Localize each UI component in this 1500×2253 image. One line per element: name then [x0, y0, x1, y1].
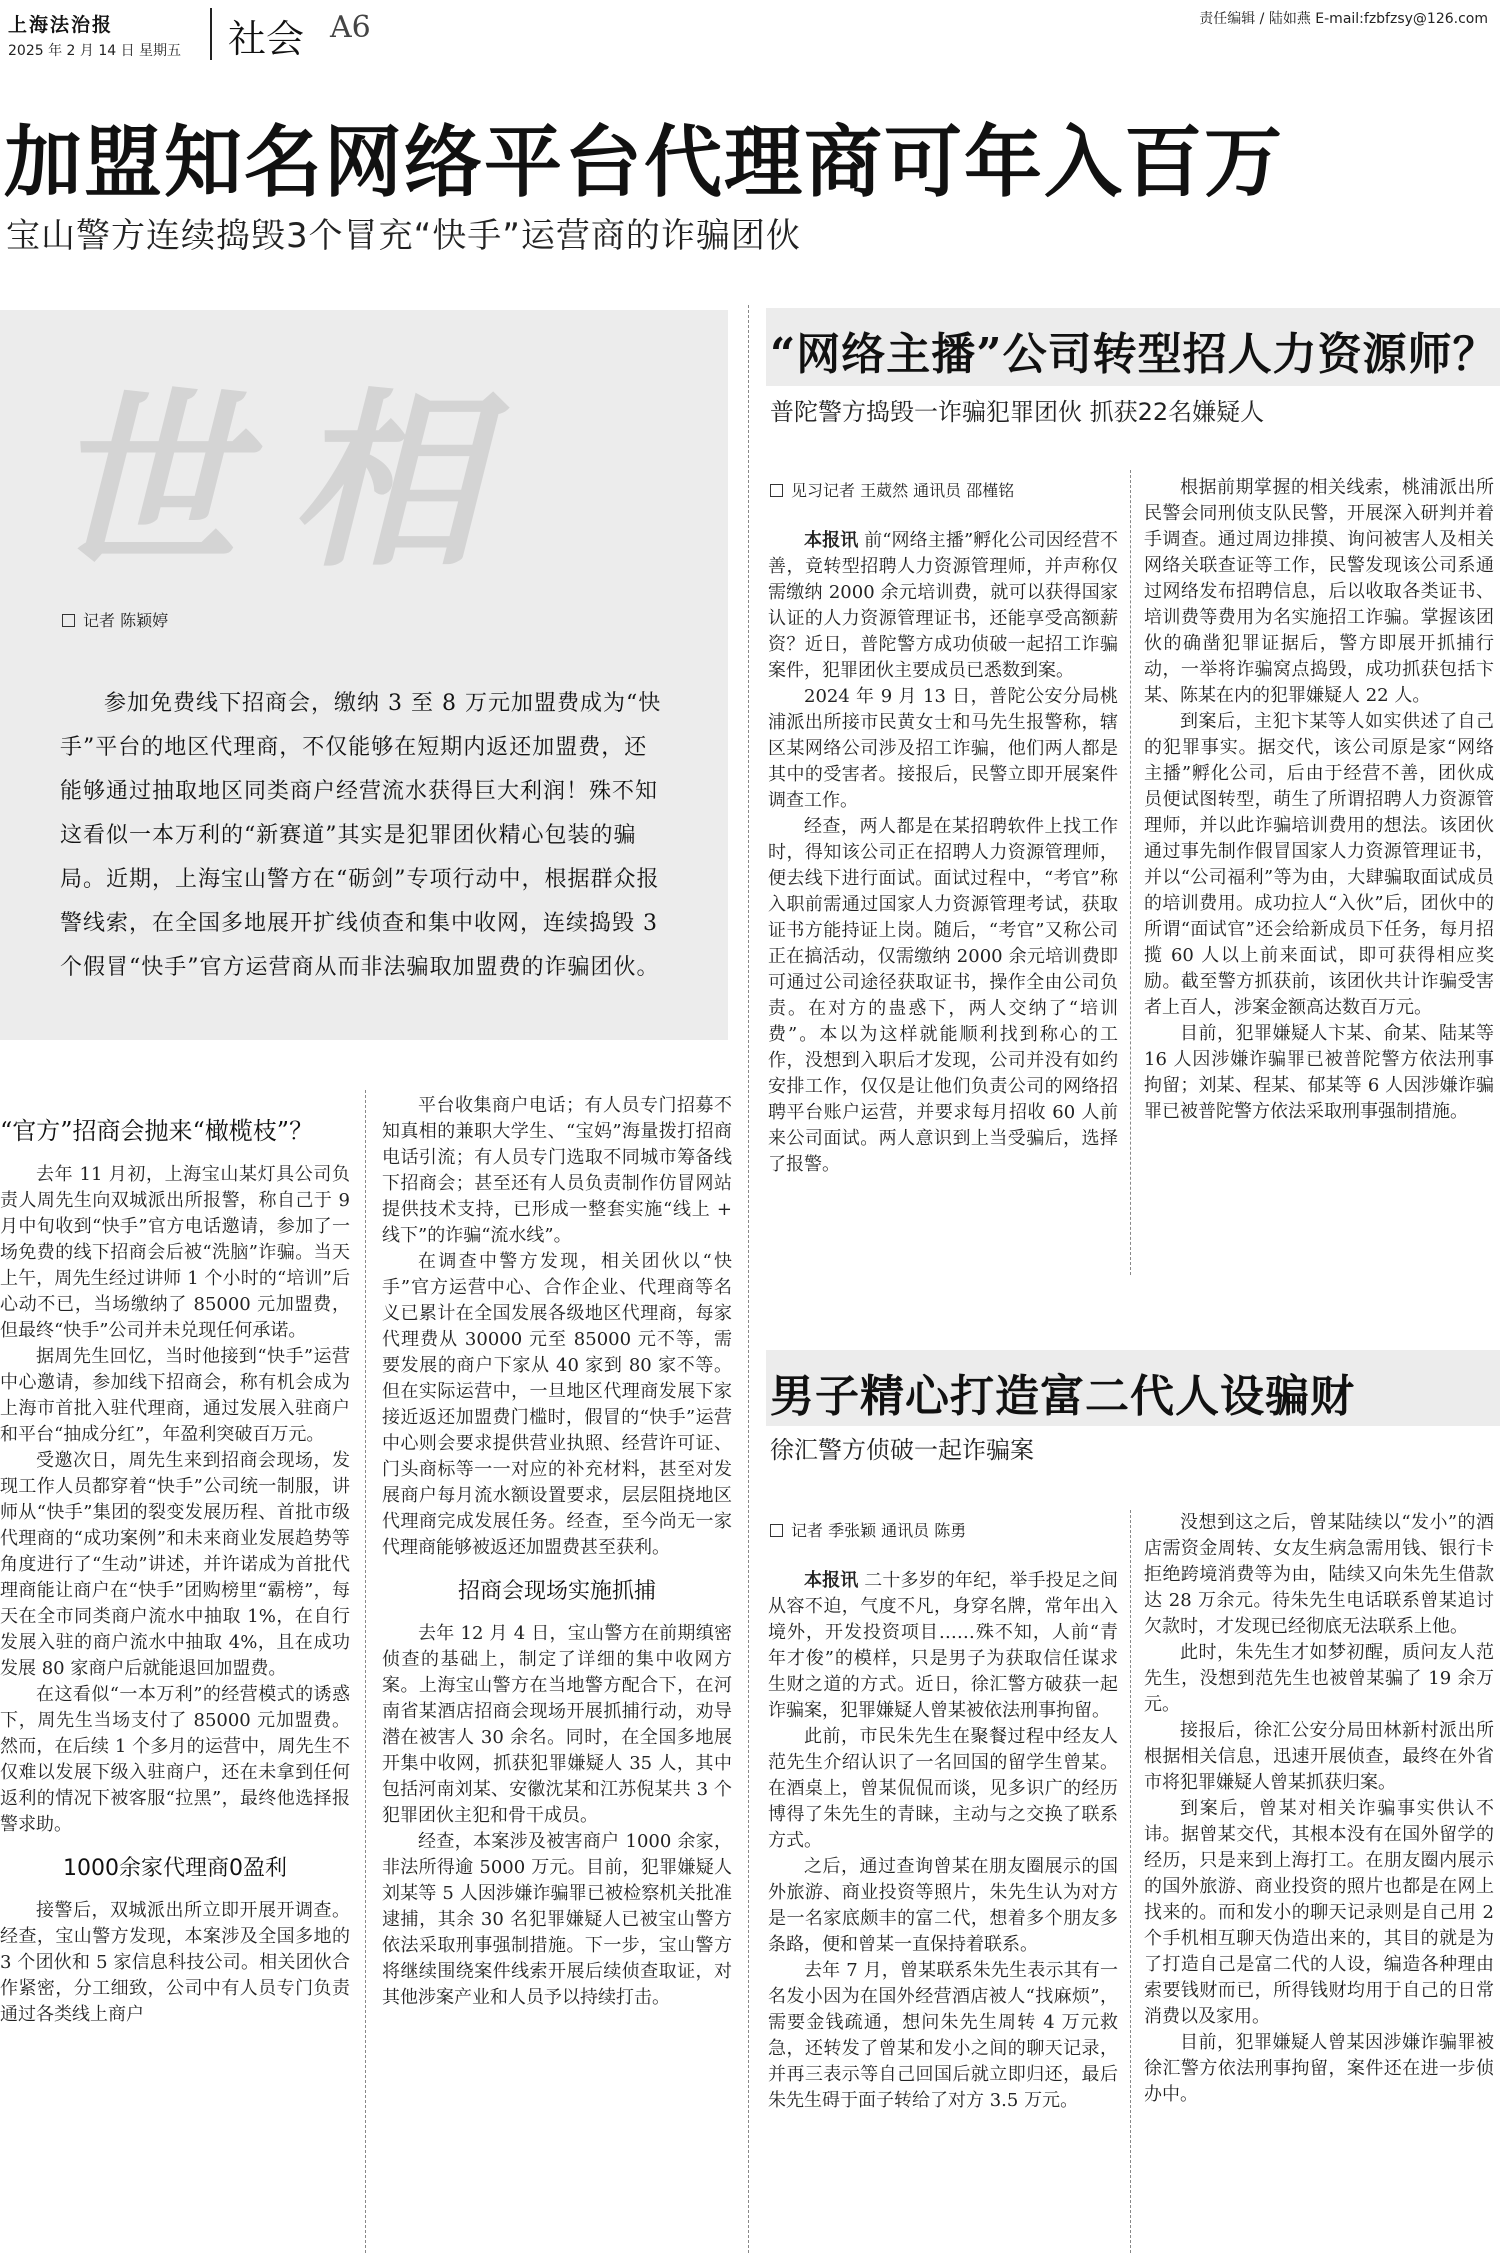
paragraph: 此前，市民朱先生在聚餐过程中经友人范先生介绍认识了一名回国的留学生曾某。在酒桌上，曾某侃侃而谈，见多识广的经历博得了朱先生的青睐，主动与之交换了联系方式。: [768, 1726, 1118, 1851]
paragraph: 没想到这之后，曾某陆续以“发小”的酒店需资金周转、女友生病急需用钱、银行卡拒绝跨境消费等为由，陆续又向朱先生借款达 28 万余元。待朱先生电话联系曾某追讨欠款时，才发现已经彻底无法联系上他。: [1144, 1512, 1494, 1637]
paragraph: 此时，朱先生才如梦初醒，质问友人范先生，没想到范先生也被曾某骗了 19 余万元。: [1144, 1642, 1494, 1715]
byline: 记者 陈颖婷: [62, 608, 168, 631]
paragraph: 在调查中警方发现，相关团伙以“快手”官方运营中心、合作企业、代理商等名义已累计在全国发展各级地区代理商，每家代理费从 30000 元至 85000 元不等，需要发展的商户下家从 40 家到 80 家不等。但在实际运营中，一旦地区代理商发展下家接近返还加盟费门槛时，假冒的“快手”运营中心则会要求提供营业执照、经营许可证、门头商标等一一对应的补充材料，甚至对发展商户每月流水额设置要求，层层阻挠地区代理商完成发展任务。经查，至今尚无一家代理商能够被返还加盟费甚至获利。: [382, 1251, 732, 1558]
column-divider: [1130, 1510, 1131, 2253]
story-headline: “网络主播”公司转型招人力资源师？: [770, 329, 1498, 380]
lead-tag: 本报讯: [804, 530, 859, 551]
page-number: A6: [330, 10, 371, 45]
column-divider: [748, 305, 749, 2253]
main-subheadline: 宝山警方连续捣毁3个冒充“快手”运营商的诈骗团伙: [6, 216, 801, 256]
story-subheadline: 普陀警方捣毁一诈骗犯罪团伙 抓获22名嫌疑人: [770, 398, 1265, 426]
paragraph: 之后，通过查询曾某在朋友圈展示的国外旅游、商业投资等照片，朱先生认为对方是一名家底颇丰的富二代，想着多个朋友多条路，便和曾某一直保持着联系。: [768, 1856, 1118, 1955]
paragraph: 到案后，曾某对相关诈骗事实供认不讳。据曾某交代，其根本没有在国外留学的经历，只是来到上海打工。在朋友圈内展示的国外旅游、商业投资的照片也都是在网上找来的。而和发小的聊天记录则是自己用 2 个手机相互聊天伪造出来的，其目的就是为了打造自己是富二代的人设，编造各种理由索要钱财而已，所得钱财均用于自己的日常消费以及家用。: [1144, 1798, 1494, 2027]
lead-paragraph: 参加免费线下招商会，缴纳 3 至 8 万元加盟费成为“快手”平台的地区代理商，不仅能够在短期内返还加盟费，还能够通过抽取地区同类商户经营流水获得巨大利润！殊不知这看似一本万利的“新赛道”其实是犯罪团伙精心包装的骗局。近期，上海宝山警方在“砺剑”专项行动中，根据群众报警线索，在全国多地展开扩线侦查和集中收网，连续捣毁 3 个假冒“快手”官方运营商从而非法骗取加盟费的诈骗团伙。: [60, 691, 662, 980]
article-column: [1144, 475, 1494, 1125]
paragraph: 本报讯 二十多岁的年纪，举手投足之间从容不迫，气度不凡，身穿名牌，常年出入境外，开发投资项目……殊不知，人前“青年才俊”的模样，只是男子为获取信任谋求生财之道的方式。近日，徐汇警方破获一起诈骗案，犯罪嫌疑人曾某被依法刑事拘留。: [768, 1570, 1118, 1721]
paragraph: 接警后，双城派出所立即开展开调查。经查，宝山警方发现，本案涉及全国多地的 3 个团伙和 5 家信息科技公司。相关团伙合作紧密，分工细致，公司中有人员专门负责通过各类线上商户: [0, 1900, 350, 2025]
byline: 记者 季张颖 通讯员 陈勇: [770, 1518, 966, 1541]
article-column: [1144, 1510, 1494, 2108]
paragraph: 据周先生回忆，当时他接到“快手”运营中心邀请，参加线下招商会，称有机会成为上海市首批入驻代理商，通过发展入驻商户和平台“抽成分红”，年盈利突破百万元。: [0, 1346, 350, 1445]
section-heading: “官方”招商会抛来“橄榄枝”？: [0, 1117, 314, 1145]
paragraph: 目前，犯罪嫌疑人卞某、俞某、陆某等 16 人因涉嫌诈骗罪已被普陀警方依法刑事拘留；刘某、程某、郁某等 6 人因涉嫌诈骗罪已被普陀警方依法采取刑事强制措施。: [1144, 1023, 1494, 1122]
main-headline: 加盟知名网络平台代理商可年入百万: [4, 117, 1285, 208]
byline-box-icon: [770, 484, 783, 497]
paragraph: 根据前期掌握的相关线索，桃浦派出所民警会同刑侦支队民警，开展深入研判并着手调查。通过周边排摸、询问被害人及相关网络关联查证等工作，民警发现该公司系通过网络发布招聘信息，后以收取各类证书、培训费等费用为名实施招工诈骗。掌握该团伙的确凿犯罪证据后，警方即展开抓捕行动，一举将诈骗窝点捣毁，成功抓获包括卞某、陈某在内的犯罪嫌疑人 22 人。: [1144, 477, 1494, 706]
paragraph: 经查，本案涉及被害商户 1000 余家，非法所得逾 5000 万元。目前，犯罪嫌疑人刘某等 5 人因涉嫌诈骗罪已被检察机关批准逮捕，其余 30 名犯罪嫌疑人已被宝山警方依法采取刑事强制措施。下一步，宝山警方将继续围绕案件线索开展后续侦查取证，对其他涉案产业和人员予以持续打击。: [382, 1831, 732, 2008]
paragraph: 去年 12 月 4 日，宝山警方在前期缜密侦查的基础上，制定了详细的集中收网方案。上海宝山警方在当地警方配合下，在河南省某酒店招商会现场开展抓捕行动，劝导潜在被害人 30 余名。同时，在全国多地展开集中收网，抓获犯罪嫌疑人 35 人，其中包括河南刘某、安徽沈某和江苏倪某共 3 个犯罪团伙主犯和骨干成员。: [382, 1623, 732, 1826]
section-name: 社会: [228, 17, 305, 61]
paragraph: 去年 11 月初，上海宝山某灯具公司负责人周先生向双城派出所报警，称自己于 9 月中旬收到“快手”官方电话邀请，参加了一场免费的线下招商会后被“洗脑”诈骗。当天上午，周先生经过讲师 1 个小时的“培训”后心动不已，当场缴纳了 85000 元加盟费，但最终“快手”公司并未兑现任何承诺。: [0, 1164, 350, 1341]
paragraph: 本报讯 前“网络主播”孵化公司因经营不善，竟转型招聘人力资源管理师，并声称仅需缴纳 2000 余元培训费，就可以获得国家认证的人力资源管理证书，还能享受高额薪资？近日，普陀警方成功侦破一起招工诈骗案件，犯罪团伙主要成员已悉数到案。: [768, 530, 1118, 681]
paragraph: 到案后，主犯卞某等人如实供述了自己的犯罪事实。据交代，该公司原是家“网络主播”孵化公司，后由于经营不善，团伙成员便试图转型，萌生了所谓招聘人力资源管理师，并以此诈骗培训费用的想法。该团伙通过事先制作假冒国家人力资源管理证书，并以“公司福利”等为由，大肆骗取面试成员的培训费用。成功拉人“入伙”后，团伙中的所谓“面试官”还会给新成员下任务，每月招揽 60 人以上前来面试，即可获得相应奖励。截至警方抓获前，该团伙共计诈骗受害者上百人，涉案金额高达数百万元。: [1144, 711, 1494, 1018]
byline-box-icon: [62, 614, 75, 627]
article-column: [768, 528, 1118, 1178]
article-column: [382, 1093, 732, 2011]
paragraph: 经查，两人都是在某招聘软件上找工作时，得知该公司正在招聘人力资源管理师，便去线下进行面试。面试过程中，“考官”称入职前需通过国家人力资源管理考试，获取证书方能持证上岗。随后，“考官”又称公司正在搞活动，仅需缴纳 2000 余元培训费即可通过公司途径获取证书，操作全由公司负责。在对方的蛊惑下，两人交纳了“培训费”。本以为这样就能顺利找到称心的工作，没想到入职后才发现，公司并没有如约安排工作，仅仅是让他们负责公司的网络招聘平台账户运营，并要求每月招收 60 人前来公司面试。两人意识到上当受骗后，选择了报警。: [768, 816, 1118, 1175]
editor-credit: 责任编辑 / 陆如燕 E-mail:fzbfzsy@126.com: [1199, 11, 1488, 27]
section-heading: 招商会现场实施抓捕: [457, 1579, 656, 1604]
masthead-divider: [210, 8, 212, 60]
paragraph: 在这看似“一本万利”的经营模式的诱惑下，周先生当场支付了 85000 元加盟费。然而，在后续 1 个多月的运营中，周先生不仅难以发展下级入驻商户，还在未拿到任何返利的情况下被客服“拉黑”，最终他选择报警求助。: [0, 1684, 350, 1835]
feature-watermark: 世相: [50, 370, 531, 593]
paragraph: 目前，犯罪嫌疑人曾某因涉嫌诈骗罪被徐汇警方依法刑事拘留，案件还在进一步侦办中。: [1144, 2032, 1494, 2105]
byline-box-icon: [770, 1524, 783, 1537]
story-subheadline: 徐汇警方侦破一起诈骗案: [770, 1436, 1034, 1464]
publication-date: 2025 年 2 月 14 日 星期五: [8, 43, 182, 59]
paragraph: 去年 7 月，曾某联系朱先生表示其有一名发小因为在国外经营酒店被人“找麻烦”，需要金钱疏通，想问朱先生周转 4 万元救急，还转发了曾某和发小之间的聊天记录，并再三表示等自己回国后就立即归还，最后朱先生碍于面子转给了对方 3.5 万元。: [768, 1960, 1118, 2111]
article-column: [768, 1568, 1118, 2114]
section-heading: 1000余家代理商0盈利: [63, 1856, 287, 1881]
paragraph: 平台收集商户电话；有人员专门招募不知真相的兼职大学生、“宝妈”海量拨打招商电话引流；有人员专门选取不同城市筹备线下招商会；甚至还有人员负责制作仿冒网站提供技术支持，已形成一整套实施“线上 + 线下”的诈骗“流水线”。: [382, 1095, 732, 1246]
column-divider: [365, 1090, 366, 2253]
column-divider: [1130, 470, 1131, 1275]
story-headline: 男子精心打造富二代人设骗财: [770, 1371, 1355, 1422]
article-column: [0, 1118, 350, 2028]
paragraph: 2024 年 9 月 13 日，普陀公安分局桃浦派出所接市民黄女士和马先生报警称，辖区某网络公司涉及招工诈骗，他们两人都是其中的受害者。接报后，民警立即开展案件调查工作。: [768, 686, 1118, 811]
paragraph: 接报后，徐汇公安分局田林新村派出所根据相关信息，迅速开展侦查，最终在外省市将犯罪嫌疑人曾某抓获归案。: [1144, 1720, 1494, 1793]
masthead: [0, 0, 1500, 72]
newspaper-brand: 上海法治报: [8, 14, 114, 36]
lead-tag: 本报讯: [804, 1570, 859, 1591]
byline: 见习记者 王葳然 通讯员 邵槿铭: [770, 478, 1014, 501]
paragraph: 受邀次日，周先生来到招商会现场，发现工作人员都穿着“快手”公司统一制服，讲师从“快手”集团的裂变发展历程、首批市级代理商的“成功案例”和未来商业发展趋势等角度进行了“生动”讲述，并许诺成为首批代理商能让商户在“快手”团购榜里“霸榜”，每天在全市同类商户流水中抽取 1%，在自行发展入驻的商户流水中抽取 4%，且在成功发展 80 家商户后就能退回加盟费。: [0, 1450, 350, 1679]
